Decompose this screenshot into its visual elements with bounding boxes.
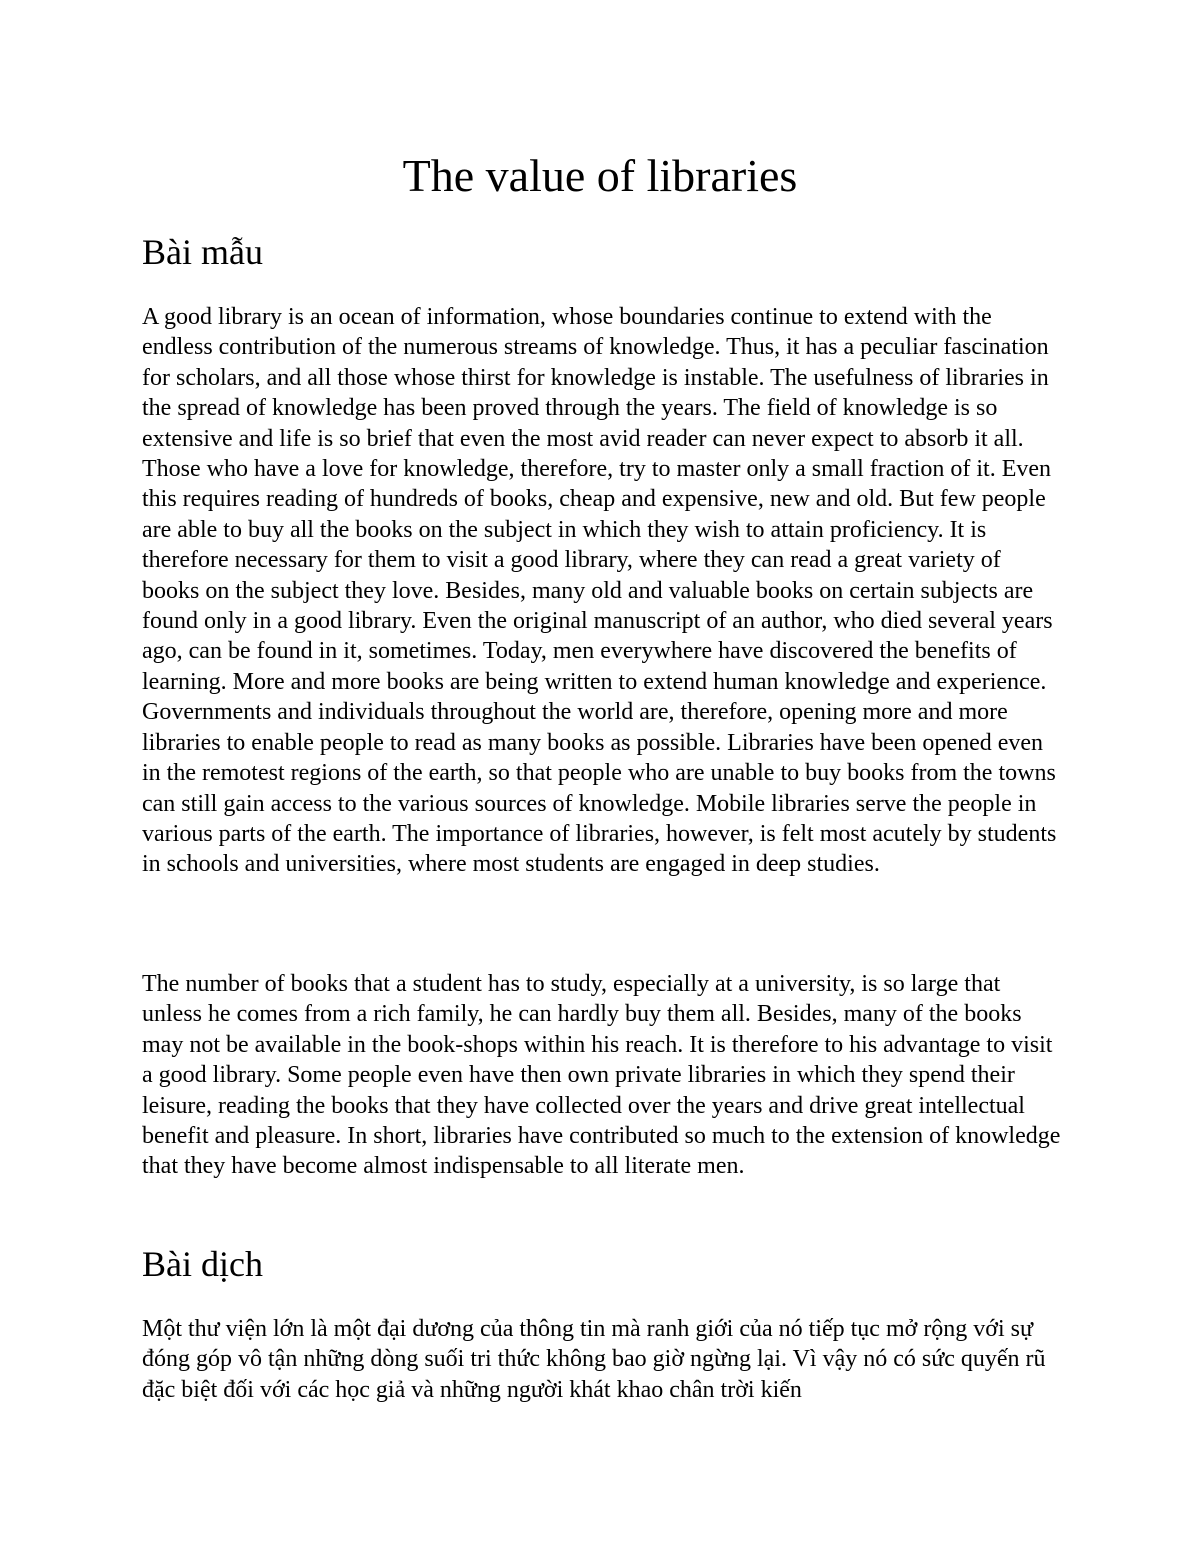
document-title: The value of libraries: [402, 150, 798, 201]
sample-heading: Bài mẫu: [142, 232, 263, 272]
translation-heading: Bài dịch: [142, 1244, 263, 1284]
sample-paragraph-2: The number of books that a student has to study, especially at a university, is so large that unless he comes from a rich family, he can hardly buy them all. Besides, many of the books may not be available in the book-shops within his reach. It is therefore to his advantage to visit a good library. Some people even have then own private libraries in which they spend their leisure, reading the books that they have collected over the years and drive great intellectual benefit and pleasure. In short, libraries have contributed so much to the extension of knowledge that they have become almost indispensable to all literate men.: [142, 971, 1061, 1180]
translation-paragraph-1: Một thư viện lớn là một đại dương của thông tin mà ranh giới của nó tiếp tục mở rộng với sự đóng góp vô tận những dòng suối tri thức không bao giờ ngừng lại. Vì vậy nó có sức quyến rũ đặc biệt đối với các học giả và những người khát khao chân trời kiến: [142, 1316, 1046, 1403]
sample-paragraph-1: A good library is an ocean of information, whose boundaries continue to extend with the endless contribution of the numerous streams of knowledge. Thus, it has a peculiar fascination for scholars, and all those whose thirst for knowledge is instable. The usefulness of libraries in the spread of knowledge has been proved through the years. The field of knowledge is so extensive and life is so brief that even the most avid reader can never expect to absorb it all. Those who have a love for knowledge, therefore, try to master only a small fraction of it. Even this requires reading of hundreds of books, cheap and expensive, new and old. But few people are able to buy all the books on the subject in which they wish to attain proficiency. It is therefore necessary for them to visit a good library, where they can read a great variety of books on the subject they love. Besides, many old and valuable books on certain subjects are found only in a good library. Even the original manuscript of an author, who died several years ago, can be found in it, sometimes. Today, men everywhere have discovered the benefits of learning. More and more books are being written to extend human knowledge and experience. Governments and individuals throughout the world are, therefore, opening more and more libraries to enable people to read as many books as possible. Libraries have been opened even in the remotest regions of the earth, so that people who are unable to buy books from the towns can still gain access to the various sources of knowledge. Mobile libraries serve the people in various parts of the earth. The importance of libraries, however, is felt most acutely by students in schools and universities, where most students are engaged in deep studies.: [142, 304, 1057, 878]
